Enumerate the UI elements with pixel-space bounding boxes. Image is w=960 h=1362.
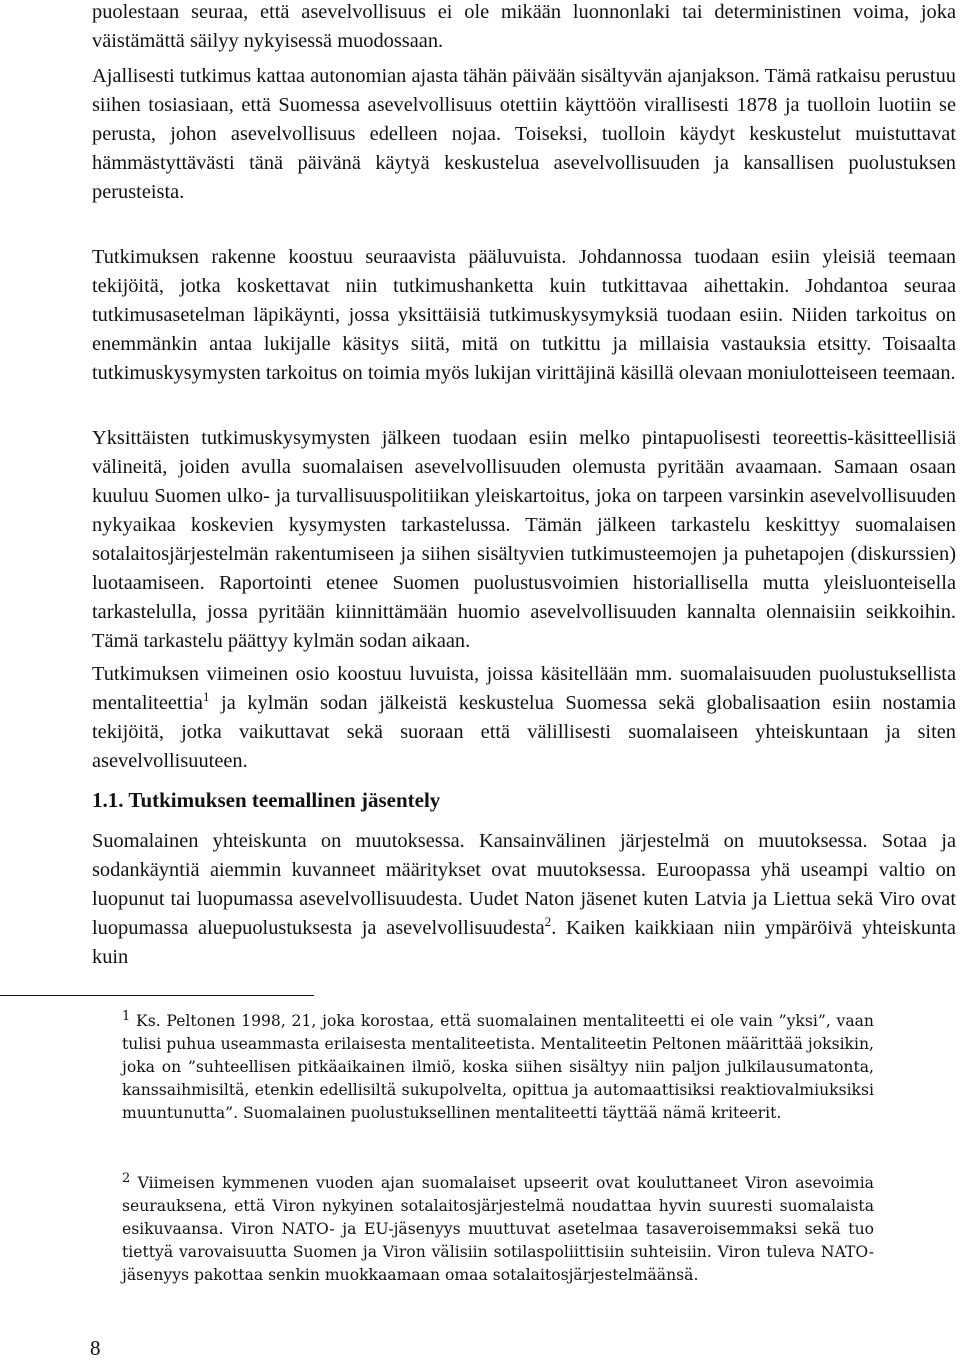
paragraph-theory-and-history: Yksittäisten tutkimuskysymysten jälkeen tuodaan esiin melko pintapuolisesti teoreettis-käsitteellisiä välineitä, joiden avulla suomalaisen asevelvollisuuden olemusta pyritään avaamaan. Samaan osaan kuuluu Suomen ulko- ja turvallisuuspolitiikan yleiskartoitus, joka on tarpeen varsinkin asevelvollisuuden nykyaikaa koskevien kysymysten tarkastelussa. Tämän jälkeen tarkastelu keskittyy suomalaisen sotalaitosjärjestelmän rakentumiseen ja siihen sisältyvien tutkimusteemojen ja puhetapojen (diskurssien) luotaamiseen. Raportointi etenee Suomen puolustusvoimien historiallisella mutta yleisluonteisella tarkastelulla, jossa pyritään kiinnittämään huomio asevelvollisuuden kannalta olennaisiin seikkoihin. Tämä tarkastelu päättyy kylmän sodan aikaan. <box>92 427 956 652</box>
paragraph-final-section-text-b: ja kylmän sodan jälkeistä keskustelua Suomessa sekä globalisaation esiin nostamia tekijöitä, jotka vaikuttavat sekä suoraan että välillisesti suomalaiseen yhteiskuntaan ja siten asevelvollisuuteen. <box>92 692 956 772</box>
paragraph-time-scope-first-sentence: Ajallisesti tutkimus kattaa autonomian ajasta tähän päivään sisältyvän ajanjakson. <box>92 65 760 87</box>
footnote-1-number: 1 <box>122 1008 131 1024</box>
paragraph-society-change-text-a: Suomalainen yhteiskunta on muutoksessa. Kansainvälinen järjestelmä on muutoksessa. Sotaa ja sodankäyntiä aiemmin kuvanneet määritykset ovat muutoksessa. Euroopassa yhä useampi valtio on luopunut tai luopumassa asevelvollisuudesta. Uudet Naton jäsenet kuten Latvia ja Liettua sekä Viro ovat luopumassa aluepuolustuksesta ja asevelvollisuudesta <box>92 830 956 939</box>
footnote-2-text: Viimeisen kymmenen vuoden ajan suomalaiset upseerit ovat kouluttaneet Viron asevoimia seurauksena, että Viron nykyinen sotalaitosjärjestelmä noudattaa hyvin suuresti suomalaista esikuvaansa. Viron NATO- ja EU-jäsenyys muuttuvat asetelmaa tasaveroisemmaksi sekä tuo tiettyä varovaisuutta Suomen ja Viron välisiin sotilaspoliittisiin suhteisiin. Viron tuleva NATO-jäsenyys pakottaa senkin muokkaamaan omaa sotalaitosjärjestelmäänsä. <box>122 1174 874 1284</box>
footnote-1-text: Ks. Peltonen 1998, 21, joka korostaa, että suomalainen mentaliteetti ei ole vain ”yksi”, vaan tulisi puhua useammasta erilaisesta mentaliteetista. Mentaliteetin Peltonen määrittää joksikin, joka on ”suhteellisen pitkäaikainen ilmiö, koska siihen sisältyy niin paljon julkilausumatonta, kanssaihmisiltä, etenkin edellisiltä sukupolvelta, opittua ja automaattisiksi reaktiovalmiuksiksi muuntunutta”. Suomalainen puolustuksellinen mentaliteetti täyttää nämä kriteerit. <box>122 1012 874 1122</box>
paragraph-time-scope-rest: Tämä ratkaisu perustuu siihen tosiasiaan, että Suomessa asevelvollisuus otettiin käyttöön virallisesti 1878 ja tuolloin luotiin se perusta, johon asevelvollisuus edelleen nojaa. Toiseksi, tuolloin käydyt keskustelut muistuttavat hämmästyttävästi tänä päivänä käytyä keskustelua asevelvollisuuden ja kansallisen puolustuksen perusteista. <box>92 65 956 203</box>
paragraph-final-section-text-a: Tutkimuksen viimeinen osio koostuu luvuista, joissa käsitellään mm. suomalaisuuden puolustuksellista mentaliteettia <box>92 663 956 714</box>
paragraph-society-change-text-b: . Kaiken kaikkiaan niin ympäröivä yhteiskunta kuin <box>92 917 956 968</box>
footnote-reference-1[interactable]: 1 <box>202 689 210 705</box>
footnote-reference-2[interactable]: 2 <box>544 914 552 930</box>
paragraph-continuation: puolestaan seuraa, että asevelvollisuus ei ole mikään luonnonlaki tai deterministinen voima, joka väistämättä säilyy nykyisessä muodossaan. <box>92 1 956 52</box>
footnote-2-number: 2 <box>122 1170 131 1186</box>
footnote-separator <box>0 995 314 996</box>
footnote-2 <box>122 1172 874 1287</box>
paragraph-final-section <box>92 660 956 776</box>
paragraph-time-scope <box>92 62 956 207</box>
paragraph-society-change <box>92 827 956 972</box>
footnote-1 <box>122 1010 874 1125</box>
paragraph-research-structure: Tutkimuksen rakenne koostuu seuraavista pääluvuista. Johdannossa tuodaan esiin yleisiä teemaan tekijöitä, jotka koskettavat niin tutkimushanketta kuin tutkittavaa aihettakin. Johdantoa seuraa tutkimusasetelman läpikäynti, jossa yksittäisiä tutkimuskysymyksiä tuodaan esiin. Niiden tarkoitus on enemmänkin antaa lukijalle käsitys siitä, mitä on tutkittu ja millaisia vastauksia etsitty. Toisaalta tutkimuskysymysten tarkoitus on toimia myös lukijan virittäjinä käsillä olevaan moniulotteiseen teemaan. <box>92 246 956 384</box>
section-heading: 1.1. Tutkimuksen teemallinen jäsentely <box>92 788 441 812</box>
page-number: 8 <box>90 1336 101 1360</box>
